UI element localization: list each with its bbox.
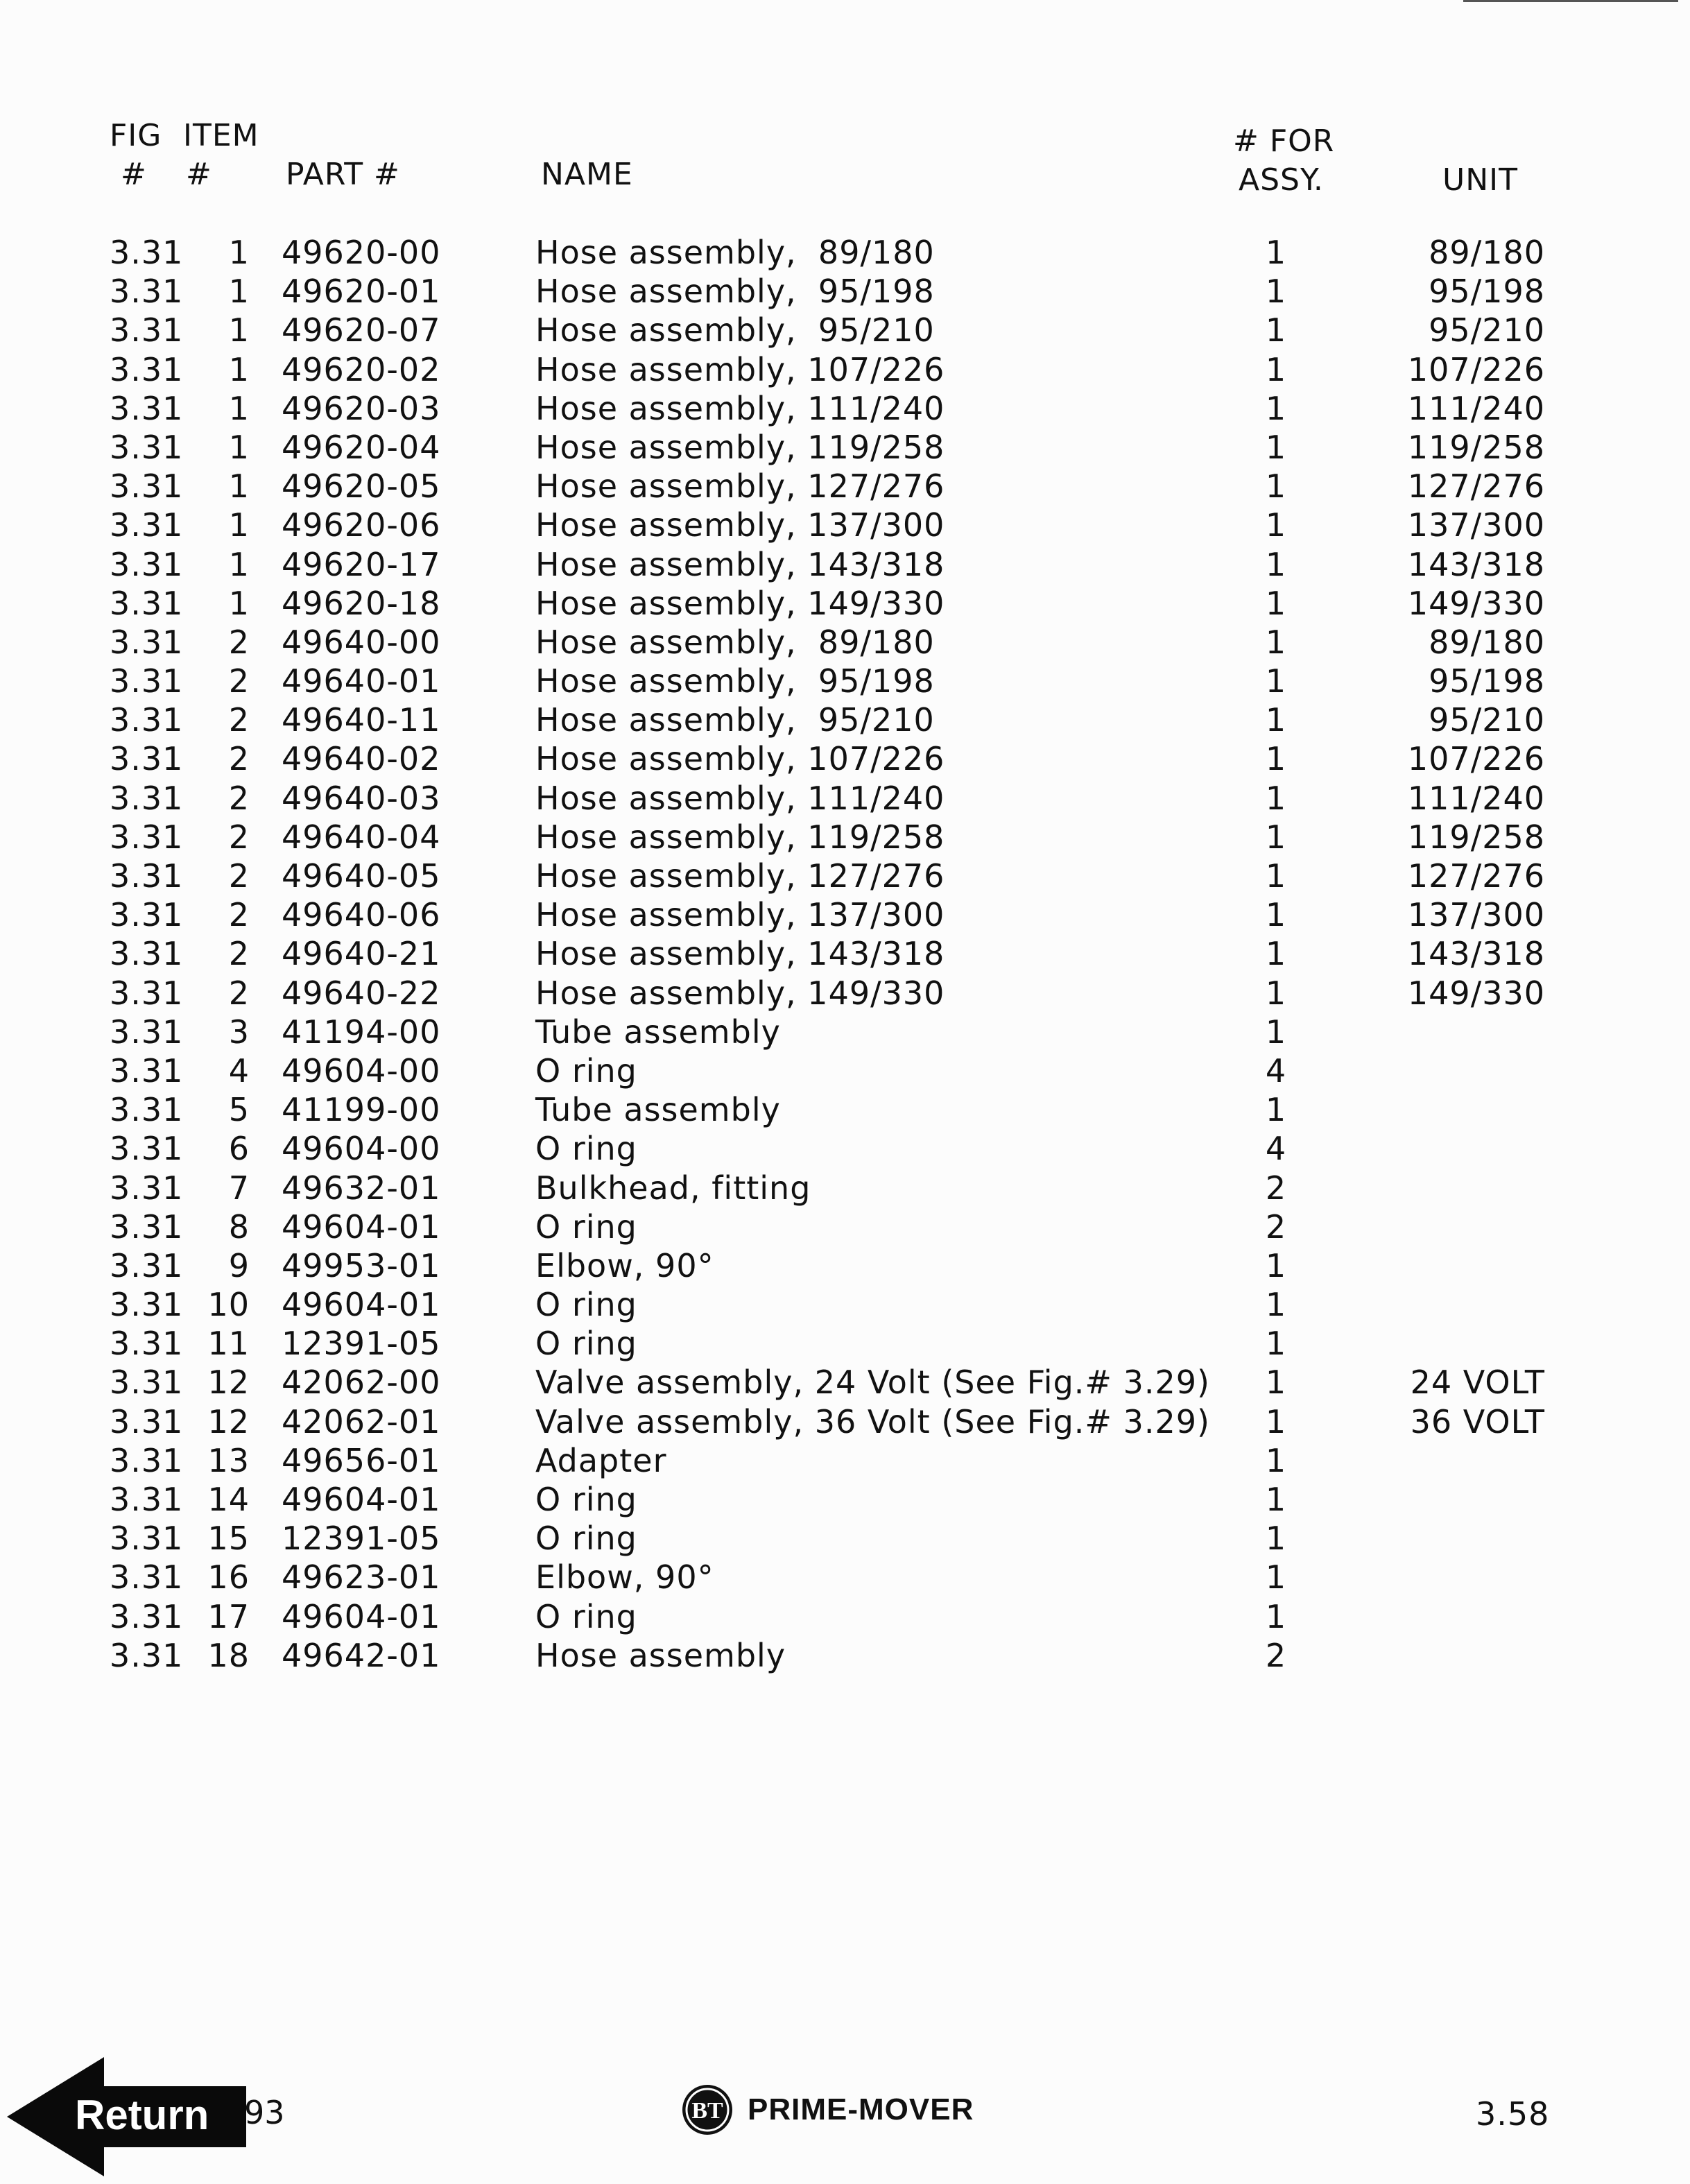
part-number-cell: 49642-01 [282,1636,441,1674]
fig-cell: 3.31 [110,1130,184,1168]
table-row [0,1363,1690,1402]
table-row [0,1013,1690,1051]
qty-cell: 1 [1265,740,1287,778]
name-cell: Hose assembly, 143/318 [535,545,945,583]
part-number-cell: 49620-17 [282,545,441,583]
part-number-cell: 49604-01 [282,1207,441,1246]
table-row [0,1402,1690,1441]
table-row [0,818,1690,857]
header-name: NAME [541,157,633,192]
qty-cell: 1 [1265,311,1287,350]
item-cell: 4 [228,1051,250,1090]
unit-cell: 111/240 [1407,779,1545,817]
table-row [0,272,1690,311]
fig-cell: 3.31 [110,1325,184,1363]
part-number-cell: 49620-03 [282,389,441,427]
part-number-cell: 49656-01 [282,1441,441,1479]
table-row [0,1597,1690,1636]
qty-cell: 1 [1265,467,1287,506]
item-cell: 12 [207,1364,250,1402]
item-cell: 1 [228,350,250,388]
name-cell: O ring [535,1051,637,1090]
qty-cell: 1 [1265,1558,1287,1597]
name-cell: Hose assembly, 127/276 [535,467,945,506]
unit-cell: 107/226 [1407,350,1545,388]
qty-cell: 2 [1265,1207,1287,1246]
qty-cell: 1 [1265,818,1287,856]
qty-cell: 1 [1265,1325,1287,1363]
name-cell: O ring [535,1130,637,1168]
part-number-cell: 49620-01 [282,273,441,311]
unit-cell: 137/300 [1407,506,1545,544]
header-item: ITEM [183,118,259,153]
item-cell: 8 [228,1207,250,1246]
name-cell: Hose assembly, 111/240 [535,779,945,817]
qty-cell: 1 [1265,1441,1287,1479]
qty-cell: 1 [1265,1520,1287,1558]
unit-cell: 143/318 [1407,935,1545,973]
part-number-cell: 12391-05 [282,1325,441,1363]
parts-table [0,233,1690,1675]
unit-cell: 107/226 [1407,740,1545,778]
part-number-cell: 49620-07 [282,311,441,350]
part-number-cell: 49640-22 [282,974,441,1012]
part-number-cell: 49620-00 [282,234,441,271]
qty-cell: 1 [1265,1013,1287,1051]
item-cell: 15 [207,1520,250,1558]
name-cell: Adapter [535,1441,667,1479]
unit-cell: 111/240 [1407,389,1545,427]
name-cell: Hose assembly, 89/180 [535,234,935,271]
fig-cell: 3.31 [110,389,184,427]
fig-cell: 3.31 [110,1364,184,1402]
fig-cell: 3.31 [110,740,184,778]
part-number-cell: 49640-03 [282,779,441,817]
item-cell: 2 [228,896,250,934]
name-cell: Hose assembly, 111/240 [535,389,945,427]
name-cell: O ring [535,1286,637,1324]
table-row [0,974,1690,1013]
svg-text:BT: BT [691,2098,723,2124]
name-cell: O ring [535,1207,637,1246]
name-cell: Hose assembly, 95/198 [535,662,935,700]
header-fig: FIG [110,118,162,153]
item-cell: 2 [228,701,250,739]
table-row [0,739,1690,778]
fig-cell: 3.31 [110,428,184,466]
qty-cell: 1 [1265,935,1287,973]
name-cell: O ring [535,1597,637,1635]
fig-cell: 3.31 [110,467,184,506]
table-row [0,1285,1690,1324]
part-number-cell: 49620-04 [282,428,441,466]
unit-cell: 89/180 [1429,234,1545,271]
table-row [0,1480,1690,1519]
page-partial-number: 93 [244,2094,285,2131]
name-cell: Tube assembly [535,1091,781,1129]
unit-cell: 95/210 [1429,311,1545,350]
fig-cell: 3.31 [110,584,184,622]
item-cell: 18 [207,1636,250,1674]
fig-cell: 3.31 [110,350,184,388]
fig-cell: 3.31 [110,273,184,311]
table-row [0,1519,1690,1558]
header-item-hash: # [186,157,212,192]
unit-cell: 127/276 [1407,857,1545,895]
table-row [0,506,1690,544]
table-row [0,428,1690,467]
fig-cell: 3.31 [110,1636,184,1674]
name-cell: Hose assembly, 119/258 [535,428,945,466]
part-number-cell: 49620-18 [282,584,441,622]
qty-cell: 1 [1265,1597,1287,1635]
qty-cell: 1 [1265,389,1287,427]
qty-cell: 1 [1265,1402,1287,1441]
table-row [0,467,1690,506]
qty-cell: 1 [1265,1091,1287,1129]
item-cell: 1 [228,273,250,311]
part-number-cell: 49640-00 [282,623,441,661]
item-cell: 1 [228,545,250,583]
item-cell: 2 [228,857,250,895]
fig-cell: 3.31 [110,1051,184,1090]
name-cell: Hose assembly, 95/210 [535,311,935,350]
name-cell: Hose assembly, 137/300 [535,506,945,544]
header-fig-hash: # [121,157,147,192]
fig-cell: 3.31 [110,779,184,817]
qty-cell: 1 [1265,896,1287,934]
unit-cell: 127/276 [1407,467,1545,506]
table-row [0,350,1690,389]
part-number-cell: 49604-00 [282,1130,441,1168]
fig-cell: 3.31 [110,1169,184,1207]
part-number-cell: 49623-01 [282,1558,441,1597]
part-number-cell: 49640-06 [282,896,441,934]
table-row [0,1090,1690,1129]
item-cell: 2 [228,935,250,973]
item-cell: 9 [228,1246,250,1284]
name-cell: Hose assembly, 107/226 [535,350,945,388]
unit-cell: 119/258 [1407,428,1545,466]
qty-cell: 1 [1265,584,1287,622]
unit-cell: 95/198 [1429,273,1545,311]
fig-cell: 3.31 [110,1207,184,1246]
qty-cell: 1 [1265,234,1287,271]
table-row [0,1246,1690,1285]
table-row [0,1441,1690,1480]
fig-cell: 3.31 [110,1091,184,1129]
top-rule [1463,0,1678,2]
item-cell: 1 [228,311,250,350]
part-number-cell: 49640-04 [282,818,441,856]
fig-cell: 3.31 [110,857,184,895]
item-cell: 5 [228,1091,250,1129]
fig-cell: 3.31 [110,1246,184,1284]
fig-cell: 3.31 [110,1402,184,1441]
part-number-cell: 49640-02 [282,740,441,778]
name-cell: O ring [535,1481,637,1518]
qty-cell: 1 [1265,428,1287,466]
part-number-cell: 49640-05 [282,857,441,895]
fig-cell: 3.31 [110,506,184,544]
part-number-cell: 49604-01 [282,1597,441,1635]
item-cell: 16 [207,1558,250,1597]
part-number-cell: 49632-01 [282,1169,441,1207]
name-cell: Hose assembly, 149/330 [535,974,945,1012]
part-number-cell: 49604-01 [282,1286,441,1324]
item-cell: 2 [228,740,250,778]
fig-cell: 3.31 [110,1597,184,1635]
item-cell: 1 [228,467,250,506]
fig-cell: 3.31 [110,1558,184,1597]
unit-cell: 149/330 [1407,974,1545,1012]
fig-cell: 3.31 [110,701,184,739]
part-number-cell: 49620-02 [282,350,441,388]
name-cell: Hose assembly, 95/210 [535,701,935,739]
item-cell: 17 [207,1597,250,1635]
name-cell: Tube assembly [535,1013,781,1051]
fig-cell: 3.31 [110,1520,184,1558]
name-cell: O ring [535,1520,637,1558]
item-cell: 1 [228,234,250,271]
item-cell: 12 [207,1402,250,1441]
name-cell: Hose assembly, 149/330 [535,584,945,622]
item-cell: 6 [228,1130,250,1168]
table-row [0,895,1690,934]
unit-cell: 143/318 [1407,545,1545,583]
item-cell: 2 [228,662,250,700]
item-cell: 7 [228,1169,250,1207]
name-cell: Hose assembly, 137/300 [535,896,945,934]
item-cell: 2 [228,779,250,817]
table-row [0,623,1690,662]
qty-cell: 4 [1265,1130,1287,1168]
unit-cell: 89/180 [1429,623,1545,661]
qty-cell: 1 [1265,662,1287,700]
return-label: Return [75,2092,209,2138]
qty-cell: 1 [1265,350,1287,388]
part-number-cell: 42062-01 [282,1402,441,1441]
fig-cell: 3.31 [110,662,184,700]
name-cell: Hose assembly, 143/318 [535,935,945,973]
part-number-cell: 49604-01 [282,1481,441,1518]
table-row [0,1129,1690,1168]
table-row [0,1207,1690,1246]
qty-cell: 1 [1265,779,1287,817]
part-number-cell: 49620-06 [282,506,441,544]
part-number-cell: 49640-21 [282,935,441,973]
fig-cell: 3.31 [110,896,184,934]
fig-cell: 3.31 [110,1441,184,1479]
name-cell: Hose assembly, 89/180 [535,623,935,661]
name-cell: Elbow, 90° [535,1246,714,1284]
table-row [0,700,1690,739]
header-qty-assy: ASSY. [1239,162,1324,198]
table-row [0,233,1690,272]
unit-cell: 149/330 [1407,584,1545,622]
unit-cell: 137/300 [1407,896,1545,934]
qty-cell: 1 [1265,701,1287,739]
name-cell: Valve assembly, 24 Volt (See Fig.# 3.29) [535,1364,1210,1402]
fig-cell: 3.31 [110,234,184,271]
item-cell: 11 [207,1325,250,1363]
name-cell: Valve assembly, 36 Volt (See Fig.# 3.29) [535,1402,1210,1441]
table-row [0,1051,1690,1090]
qty-cell: 1 [1265,1364,1287,1402]
item-cell: 1 [228,584,250,622]
unit-cell: 36 VOLT [1410,1402,1545,1441]
part-number-cell: 41194-00 [282,1013,441,1051]
part-number-cell: 41199-00 [282,1091,441,1129]
table-row [0,545,1690,584]
brand-name: PRIME-MOVER [748,2092,974,2126]
part-number-cell: 49640-11 [282,701,441,739]
name-cell: Elbow, 90° [535,1558,714,1597]
qty-cell: 4 [1265,1051,1287,1090]
fig-cell: 3.31 [110,818,184,856]
item-cell: 2 [228,974,250,1012]
qty-cell: 1 [1265,545,1287,583]
item-cell: 1 [228,506,250,544]
name-cell: Bulkhead, fitting [535,1169,811,1207]
table-row [0,662,1690,700]
item-cell: 1 [228,389,250,427]
unit-cell: 119/258 [1407,818,1545,856]
qty-cell: 1 [1265,974,1287,1012]
part-number-cell: 49620-05 [282,467,441,506]
item-cell: 1 [228,428,250,466]
unit-cell: 95/210 [1429,701,1545,739]
table-row [0,1558,1690,1597]
table-row [0,311,1690,350]
unit-cell: 95/198 [1429,662,1545,700]
qty-cell: 1 [1265,1246,1287,1284]
part-number-cell: 49640-01 [282,662,441,700]
name-cell: Hose assembly, 119/258 [535,818,945,856]
fig-cell: 3.31 [110,1481,184,1518]
qty-cell: 2 [1265,1169,1287,1207]
table-row [0,1169,1690,1207]
fig-cell: 3.31 [110,311,184,350]
table-row [0,934,1690,973]
qty-cell: 1 [1265,857,1287,895]
table-row [0,779,1690,818]
fig-cell: 3.31 [110,935,184,973]
qty-cell: 1 [1265,506,1287,544]
item-cell: 13 [207,1441,250,1479]
part-number-cell: 42062-00 [282,1364,441,1402]
header-unit: UNIT [1442,162,1518,198]
part-number-cell: 49953-01 [282,1246,441,1284]
bt-logo-icon [680,2082,735,2138]
name-cell: O ring [535,1325,637,1363]
name-cell: Hose assembly, 95/198 [535,273,935,311]
item-cell: 2 [228,623,250,661]
table-row [0,1636,1690,1675]
qty-cell: 1 [1265,623,1287,661]
item-cell: 10 [207,1286,250,1324]
fig-cell: 3.31 [110,1286,184,1324]
qty-cell: 1 [1265,1286,1287,1324]
fig-cell: 3.31 [110,545,184,583]
fig-cell: 3.31 [110,974,184,1012]
item-cell: 3 [228,1013,250,1051]
table-row [0,857,1690,895]
return-button[interactable] [7,2057,250,2176]
name-cell: Hose assembly, 127/276 [535,857,945,895]
item-cell: 14 [207,1481,250,1518]
header-qty: # FOR [1233,123,1335,159]
page-number: 3.58 [1476,2095,1550,2133]
table-row [0,1324,1690,1363]
item-cell: 2 [228,818,250,856]
fig-cell: 3.31 [110,623,184,661]
header-part: PART # [286,157,400,192]
part-number-cell: 49604-00 [282,1051,441,1090]
fig-cell: 3.31 [110,1013,184,1051]
qty-cell: 1 [1265,273,1287,311]
table-row [0,389,1690,428]
name-cell: Hose assembly, 107/226 [535,740,945,778]
qty-cell: 2 [1265,1636,1287,1674]
qty-cell: 1 [1265,1481,1287,1518]
table-row [0,584,1690,623]
part-number-cell: 12391-05 [282,1520,441,1558]
unit-cell: 24 VOLT [1410,1364,1545,1402]
name-cell: Hose assembly [535,1636,786,1674]
